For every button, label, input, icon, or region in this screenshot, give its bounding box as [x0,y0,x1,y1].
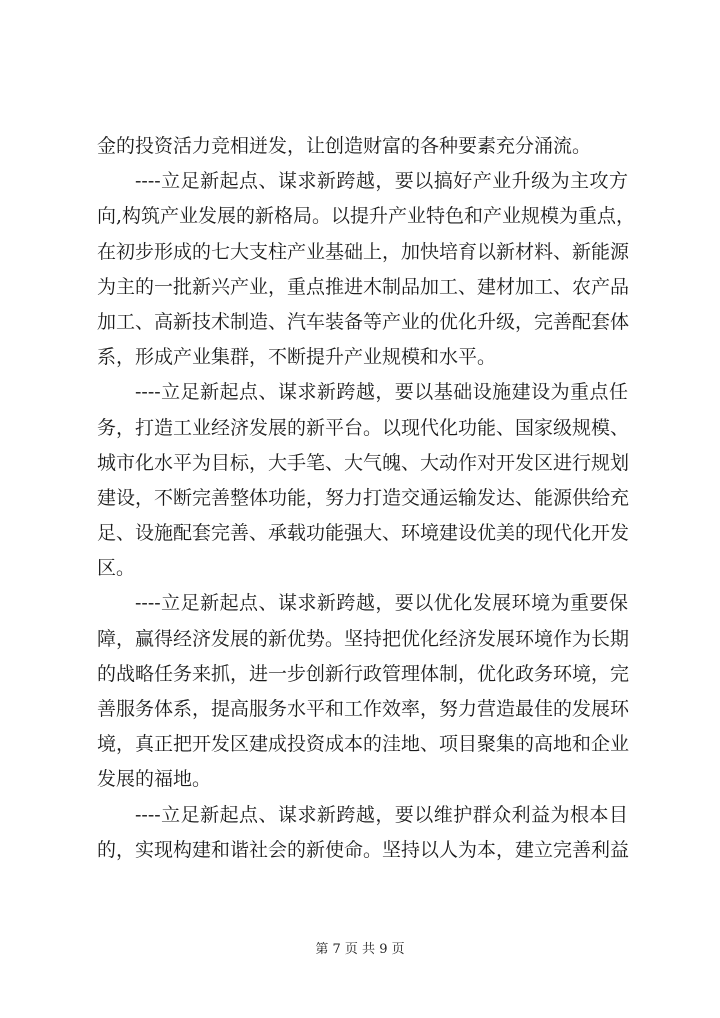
text-line: ----立足新起点、谋求新跨越，要以基础设施建设为重点任 [135,381,628,404]
text-line: 向,构筑产业发展的新格局。以提升产业特色和产业规模为重点， [97,205,636,228]
text-line: ----立足新起点、谋求新跨越，要以搞好产业升级为主攻方 [135,170,628,193]
text-line: 足、设施配套完善、承载功能强大、环境建设优美的现代化开发 [97,522,630,545]
text-line: 在初步形成的七大支柱产业基础上，加快培育以新材料、新能源 [97,240,630,263]
text-line: 系，形成产业集群，不断提升产业规模和水平。 [97,346,497,369]
text-line: 善服务体系，提高服务水平和工作效率，努力营造最佳的发展环 [97,698,630,720]
text-line: ----立足新起点、谋求新跨越，要以优化发展环境为重要保 [135,592,628,615]
text-line: 障，赢得经济发展的新优势。坚持把优化经济发展环境作为长期 [97,627,630,650]
text-line: 务，打造工业经济发展的新平台。以现代化功能、国家级规模、 [97,416,630,439]
text-line: 加工、高新技术制造、汽车装备等产业的优化升级，完善配套体 [97,310,630,333]
text-line: 为主的一批新兴产业，重点推进木制品加工、建材加工、农产品 [97,275,630,298]
text-line: 发展的福地。 [97,768,212,791]
text-line: 的战略任务来抓，进一步创新行政管理体制，优化政务环境，完 [97,662,630,685]
text-line: 境，真正把开发区建成投资成本的洼地、项目聚集的高地和企业 [97,733,630,756]
text-line: 城市化水平为目标，大手笔、大气魄、大动作对开发区进行规划 [97,451,630,474]
text-line: ----立足新起点、谋求新跨越，要以维护群众利益为根本目 [135,803,628,826]
text-line: 建设，不断完善整体功能，努力打造交通运输发达、能源供给充 [97,486,630,509]
page-number-footer: 第 7 页 共 9 页 [315,942,405,957]
text-line: 区。 [97,557,136,580]
text-line: 的，实现构建和谐社会的新使命。坚持以人为本，建立完善利益 [97,838,630,861]
document-body [97,129,636,868]
text-line: 金的投资活力竞相迸发，让创造财富的各种要素充分涌流。 [97,135,592,157]
